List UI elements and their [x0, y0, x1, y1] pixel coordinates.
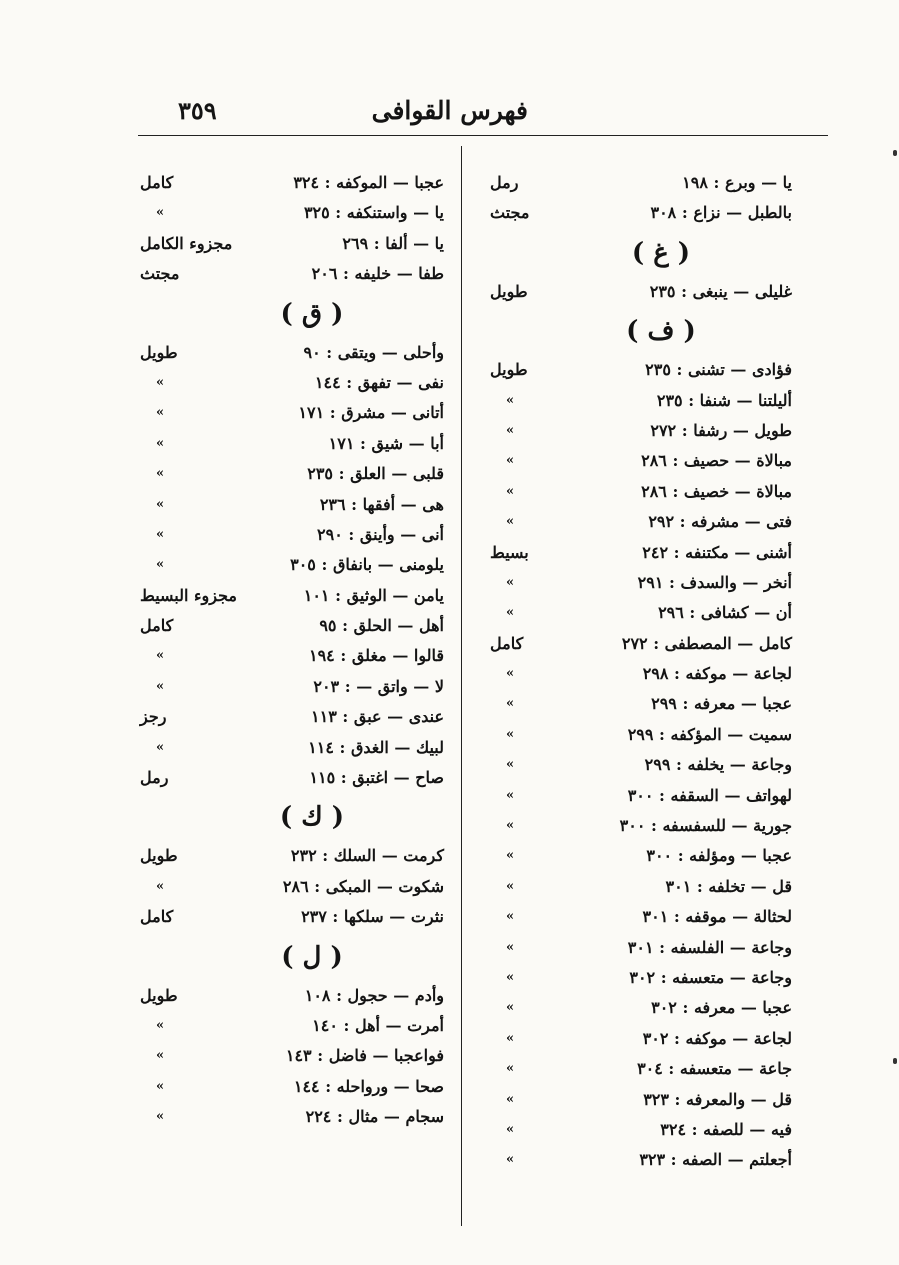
- ditto-mark: »: [506, 574, 515, 590]
- ditto-mark: »: [506, 939, 515, 955]
- ditto-mark: »: [156, 739, 165, 755]
- index-row: [140, 611, 444, 641]
- right-rows-b: [490, 277, 792, 307]
- index-entry: جورية — للسفسفه : ٣٠٠: [619, 816, 792, 836]
- ditto-mark: »: [506, 392, 515, 408]
- index-row: [140, 763, 444, 793]
- index-row: [490, 198, 792, 228]
- index-entry: مبالاة — حصيف : ٢٨٦: [641, 451, 792, 471]
- ditto-mark: »: [506, 422, 515, 438]
- index-entry: عجبا — ومؤلفه : ٣٠٠: [646, 846, 792, 866]
- ditto-mark: »: [506, 1030, 515, 1046]
- index-row: [490, 598, 792, 628]
- index-entry: يا — واستنكفه : ٣٢٥: [303, 203, 444, 223]
- index-entry: قل — والمعرفه : ٣٢٣: [643, 1089, 792, 1109]
- index-entry: طفا — خليفه : ٢٠٦: [311, 264, 444, 284]
- ditto-mark: »: [506, 726, 515, 742]
- index-row: [490, 538, 792, 568]
- index-entry: نثرت — سلكها : ٢٣٧: [301, 907, 444, 927]
- index-row: [490, 1085, 792, 1115]
- meter-label: طويل: [140, 985, 178, 1005]
- ditto-mark: »: [506, 605, 515, 621]
- index-entry: كرمت — السلك : ٢٣٢: [290, 846, 444, 866]
- meter-label: مجزوء الكامل: [140, 233, 233, 253]
- index-row: [140, 902, 444, 932]
- margin-mark: [893, 150, 897, 156]
- section-letter-ghain: ( غ ): [631, 237, 691, 268]
- index-entry: أبا — شيق : ١٧١: [328, 433, 444, 453]
- ditto-mark: »: [506, 696, 515, 712]
- index-entry: أهل — الحلق : ٩٥: [319, 616, 444, 636]
- index-entry: وجاعة — يخلفه : ٢٩٩: [644, 755, 792, 775]
- index-entry: مبالاة — خصيف : ٢٨٦: [641, 481, 792, 501]
- index-row: [140, 872, 444, 902]
- ditto-mark: »: [506, 757, 515, 773]
- index-row: [140, 733, 444, 763]
- meter-label: كامل: [140, 907, 174, 927]
- index-entry: أنى — وأينق : ٢٩٠: [317, 524, 444, 544]
- index-row: [140, 398, 444, 428]
- ditto-mark: »: [506, 818, 515, 834]
- index-row: [140, 168, 444, 198]
- ditto-mark: »: [506, 453, 515, 469]
- index-entry: قل — تخلفه : ٣٠١: [665, 876, 792, 896]
- ditto-mark: »: [506, 666, 515, 682]
- ditto-mark: »: [156, 435, 165, 451]
- ditto-mark: »: [156, 1078, 165, 1094]
- page-title: فهرس القوافى: [371, 96, 528, 125]
- index-entry: وجاعة — الفلسفه : ٣٠١: [627, 937, 792, 957]
- index-row: [490, 1115, 792, 1145]
- ditto-mark: »: [156, 205, 165, 221]
- left-column: [140, 168, 444, 1133]
- index-row: [140, 1041, 444, 1071]
- index-row: [490, 168, 792, 198]
- ditto-mark: »: [156, 648, 165, 664]
- left-rows-c: [140, 841, 444, 932]
- index-entry: عجبا — معرفه : ٢٩٩: [651, 694, 792, 714]
- index-row: [490, 841, 792, 871]
- index-row: [490, 963, 792, 993]
- index-entry: شكوت — المبكى : ٢٨٦: [282, 876, 444, 896]
- left-rows-a: [140, 168, 444, 290]
- index-entry: جاعة — متعسفه : ٣٠٤: [637, 1059, 792, 1079]
- index-row: [490, 811, 792, 841]
- index-entry: فتى — مشرفه : ٢٩٢: [648, 512, 792, 532]
- section-letter-kaf: ( ك ): [279, 802, 345, 833]
- ditto-mark: »: [156, 1017, 165, 1033]
- index-entry: قالوا — مغلق : ١٩٤: [308, 646, 444, 666]
- ditto-mark: »: [156, 1048, 165, 1064]
- index-row: [140, 520, 444, 550]
- right-column: [490, 168, 792, 1176]
- index-row: [490, 993, 792, 1023]
- ditto-mark: »: [506, 787, 515, 803]
- section-letter-fa: ( ف ): [626, 316, 696, 347]
- index-entry: سميت — المؤكفه : ٢٩٩: [627, 724, 792, 744]
- index-row: [490, 720, 792, 750]
- index-row: [490, 568, 792, 598]
- ditto-mark: »: [506, 848, 515, 864]
- ditto-mark: »: [156, 466, 165, 482]
- index-entry: يا — ألفا : ٢٦٩: [342, 233, 444, 253]
- index-row: [490, 689, 792, 719]
- ditto-mark: »: [506, 483, 515, 499]
- meter-label: طويل: [140, 846, 178, 866]
- ditto-mark: »: [156, 1109, 165, 1125]
- index-entry: أتانى — مشرق : ١٧١: [298, 403, 444, 423]
- index-row: [490, 659, 792, 689]
- ditto-mark: »: [506, 1000, 515, 1016]
- index-entry: وأحلى — ويتقى : ٩٠: [303, 342, 444, 362]
- index-entry: يلومنى — بانفاق : ٣٠٥: [290, 555, 444, 575]
- ditto-mark: »: [506, 878, 515, 894]
- meter-label: رجز: [140, 707, 167, 727]
- index-entry: هى — أفقها : ٢٣٦: [319, 494, 444, 514]
- index-entry: أشنى — مكتنفه : ٢٤٢: [642, 542, 792, 562]
- index-row: [140, 1011, 444, 1041]
- index-row: [490, 1024, 792, 1054]
- index-row: [490, 355, 792, 385]
- index-row: [140, 981, 444, 1011]
- header-rule: [138, 135, 828, 136]
- ditto-mark: »: [156, 557, 165, 573]
- meter-label: رمل: [140, 768, 169, 788]
- ditto-mark: »: [156, 405, 165, 421]
- left-rows-d: [140, 981, 444, 1133]
- section-letter-lam: ( ل ): [281, 941, 343, 972]
- meter-label: بسيط: [490, 542, 529, 562]
- ditto-mark: »: [506, 1091, 515, 1107]
- index-row: [140, 338, 444, 368]
- meter-label: كامل: [490, 633, 524, 653]
- index-row: [140, 198, 444, 228]
- ditto-mark: »: [156, 374, 165, 390]
- index-row: [490, 477, 792, 507]
- index-entry: وأدم — حجول : ١٠٨: [304, 985, 444, 1005]
- meter-label: مجزوء البسيط: [140, 585, 237, 605]
- index-row: [140, 641, 444, 671]
- index-entry: عجبا — معرفه : ٣٠٢: [651, 998, 792, 1018]
- index-entry: أجعلتم — الصفه : ٣٢٣: [639, 1150, 792, 1170]
- index-row: [140, 259, 444, 289]
- index-entry: نفى — تفهق : ١٤٤: [314, 372, 444, 392]
- index-entry: غليلى — ينبغى : ٢٣٥: [649, 281, 792, 301]
- meter-label: رمل: [490, 173, 519, 192]
- index-row: [140, 368, 444, 398]
- margin-mark: [893, 1058, 897, 1064]
- page-header: [138, 92, 828, 136]
- index-row: [140, 702, 444, 732]
- index-entry: فؤادى — تشنى : ٢٣٥: [645, 360, 792, 380]
- index-row: [490, 902, 792, 932]
- index-entry: أن — كشافى : ٢٩٦: [658, 603, 792, 623]
- index-entry: صاح — اغتبق : ١١٥: [309, 768, 444, 788]
- right-rows-a: [490, 168, 792, 229]
- ditto-mark: »: [156, 496, 165, 512]
- left-rows-b: [140, 338, 444, 794]
- ditto-mark: »: [156, 878, 165, 894]
- index-entry: لجاعة — موكفه : ٣٠٢: [642, 1028, 792, 1048]
- index-row: [490, 277, 792, 307]
- index-row: [140, 229, 444, 259]
- ditto-mark: »: [506, 1121, 515, 1137]
- index-row: [490, 1054, 792, 1084]
- index-entry: لحثالة — موقفه : ٣٠١: [642, 907, 792, 927]
- index-row: [140, 841, 444, 871]
- ditto-mark: »: [506, 909, 515, 925]
- index-entry: فيه — للصفه : ٣٢٤: [660, 1119, 792, 1139]
- index-entry: كامل — المصطفى : ٢٧٢: [621, 633, 792, 653]
- ditto-mark: »: [506, 514, 515, 530]
- index-row: [140, 1072, 444, 1102]
- index-row: [140, 581, 444, 611]
- index-entry: أليلتنا — شنفا : ٢٣٥: [656, 390, 792, 410]
- ditto-mark: »: [156, 678, 165, 694]
- meter-label: طويل: [140, 342, 178, 362]
- ditto-mark: »: [156, 526, 165, 542]
- index-entry: يامن — الوثيق : ١٠١: [303, 585, 444, 605]
- index-entry: فواعجبا — فاضل : ١٤٣: [285, 1046, 444, 1066]
- meter-label: مجتث: [490, 203, 530, 223]
- index-row: [140, 459, 444, 489]
- index-entry: صحا — ورواحله : ١٤٤: [293, 1076, 444, 1096]
- index-row: [140, 672, 444, 702]
- index-entry: سجام — مثال : ٢٢٤: [305, 1107, 444, 1127]
- section-letter-qaf: ( ق ): [280, 298, 344, 329]
- meter-label: كامل: [140, 173, 174, 192]
- ditto-mark: »: [506, 1061, 515, 1077]
- page-number: ٣٥٩: [178, 96, 217, 125]
- index-row: [490, 629, 792, 659]
- index-row: [140, 550, 444, 580]
- index-entry: عجبا — الموكفه : ٣٢٤: [293, 173, 444, 192]
- meter-label: كامل: [140, 616, 174, 636]
- index-entry: لهواتف — السقفه : ٣٠٠: [627, 785, 792, 805]
- index-row: [140, 1102, 444, 1132]
- ditto-mark: »: [506, 969, 515, 985]
- index-row: [140, 429, 444, 459]
- index-entry: لبيك — الغدق : ١١٤: [308, 737, 444, 757]
- index-row: [490, 750, 792, 780]
- index-entry: لا — واتق — : ٢٠٣: [313, 676, 444, 696]
- index-entry: وجاعة — متعسفه : ٣٠٢: [629, 967, 792, 987]
- index-row: [490, 933, 792, 963]
- index-entry: أمرت — أهل : ١٤٠: [312, 1015, 444, 1035]
- index-entry: لجاعة — موكفه : ٢٩٨: [642, 664, 792, 684]
- index-row: [140, 490, 444, 520]
- index-entry: بالطبل — نزاع : ٣٠٨: [650, 203, 792, 223]
- index-entry: أنخر — والسدف : ٢٩١: [637, 572, 792, 592]
- column-divider: [461, 146, 462, 1226]
- index-row: [490, 416, 792, 446]
- index-row: [490, 1145, 792, 1175]
- index-entry: طويل — رشفا : ٢٧٢: [650, 420, 792, 440]
- meter-label: مجتث: [140, 264, 180, 284]
- index-row: [490, 386, 792, 416]
- index-entry: يا — وبرع : ١٩٨: [682, 173, 792, 192]
- index-row: [490, 446, 792, 476]
- ditto-mark: »: [506, 1152, 515, 1168]
- meter-label: طويل: [490, 360, 528, 380]
- right-rows-c: [490, 355, 792, 1176]
- index-row: [490, 781, 792, 811]
- index-row: [490, 507, 792, 537]
- index-row: [490, 872, 792, 902]
- index-entry: عندى — عبق : ١١٣: [311, 707, 444, 727]
- meter-label: طويل: [490, 281, 528, 301]
- index-entry: قلبى — العلق : ٢٣٥: [307, 464, 444, 484]
